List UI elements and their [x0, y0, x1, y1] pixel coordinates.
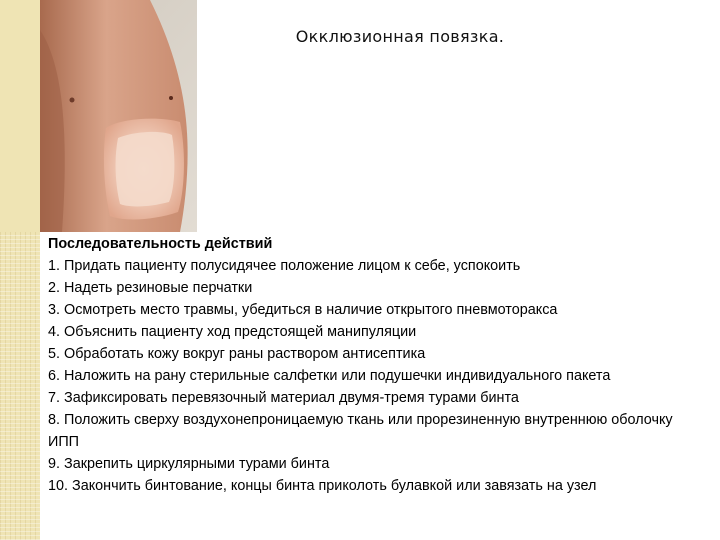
- instructions-block: [48, 233, 700, 497]
- instruction-step-1: 1. Придать пациенту полусидячее положение лицом к себе, успокоить: [48, 258, 521, 274]
- instruction-step-6: 6. Наложить на рану стерильные салфетки или подушечки индивидуального пакета: [48, 368, 611, 384]
- slide-title: Окклюзионная повязка.: [295, 27, 505, 46]
- instruction-step-4: 4. Объяснить пациенту ход предстоящей манипуляции: [48, 324, 417, 340]
- chest-occlusive-dressing-photo: [0, 0, 197, 232]
- instruction-step-3: 3. Осмотреть место травмы, убедиться в наличие открытого пневмоторакса: [48, 302, 558, 318]
- instruction-step-10: 10. Закончить бинтование, концы бинта приколоть булавкой или завязать на узел: [48, 478, 597, 494]
- instruction-step-8: 8. Положить сверху воздухонепроницаемую ткань или прорезиненную внутреннюю оболочку ИПП: [48, 412, 673, 450]
- instruction-step-2: 2. Надеть резиновые перчатки: [48, 280, 253, 296]
- instruction-step-9: 9. Закрепить циркулярными турами бинта: [48, 456, 330, 472]
- instructions-heading: Последовательность действий: [48, 236, 273, 252]
- instruction-step-5: 5. Обработать кожу вокруг раны раствором антисептика: [48, 346, 426, 362]
- instruction-step-7: 7. Зафиксировать перевязочный материал двумя-тремя турами бинта: [48, 390, 519, 406]
